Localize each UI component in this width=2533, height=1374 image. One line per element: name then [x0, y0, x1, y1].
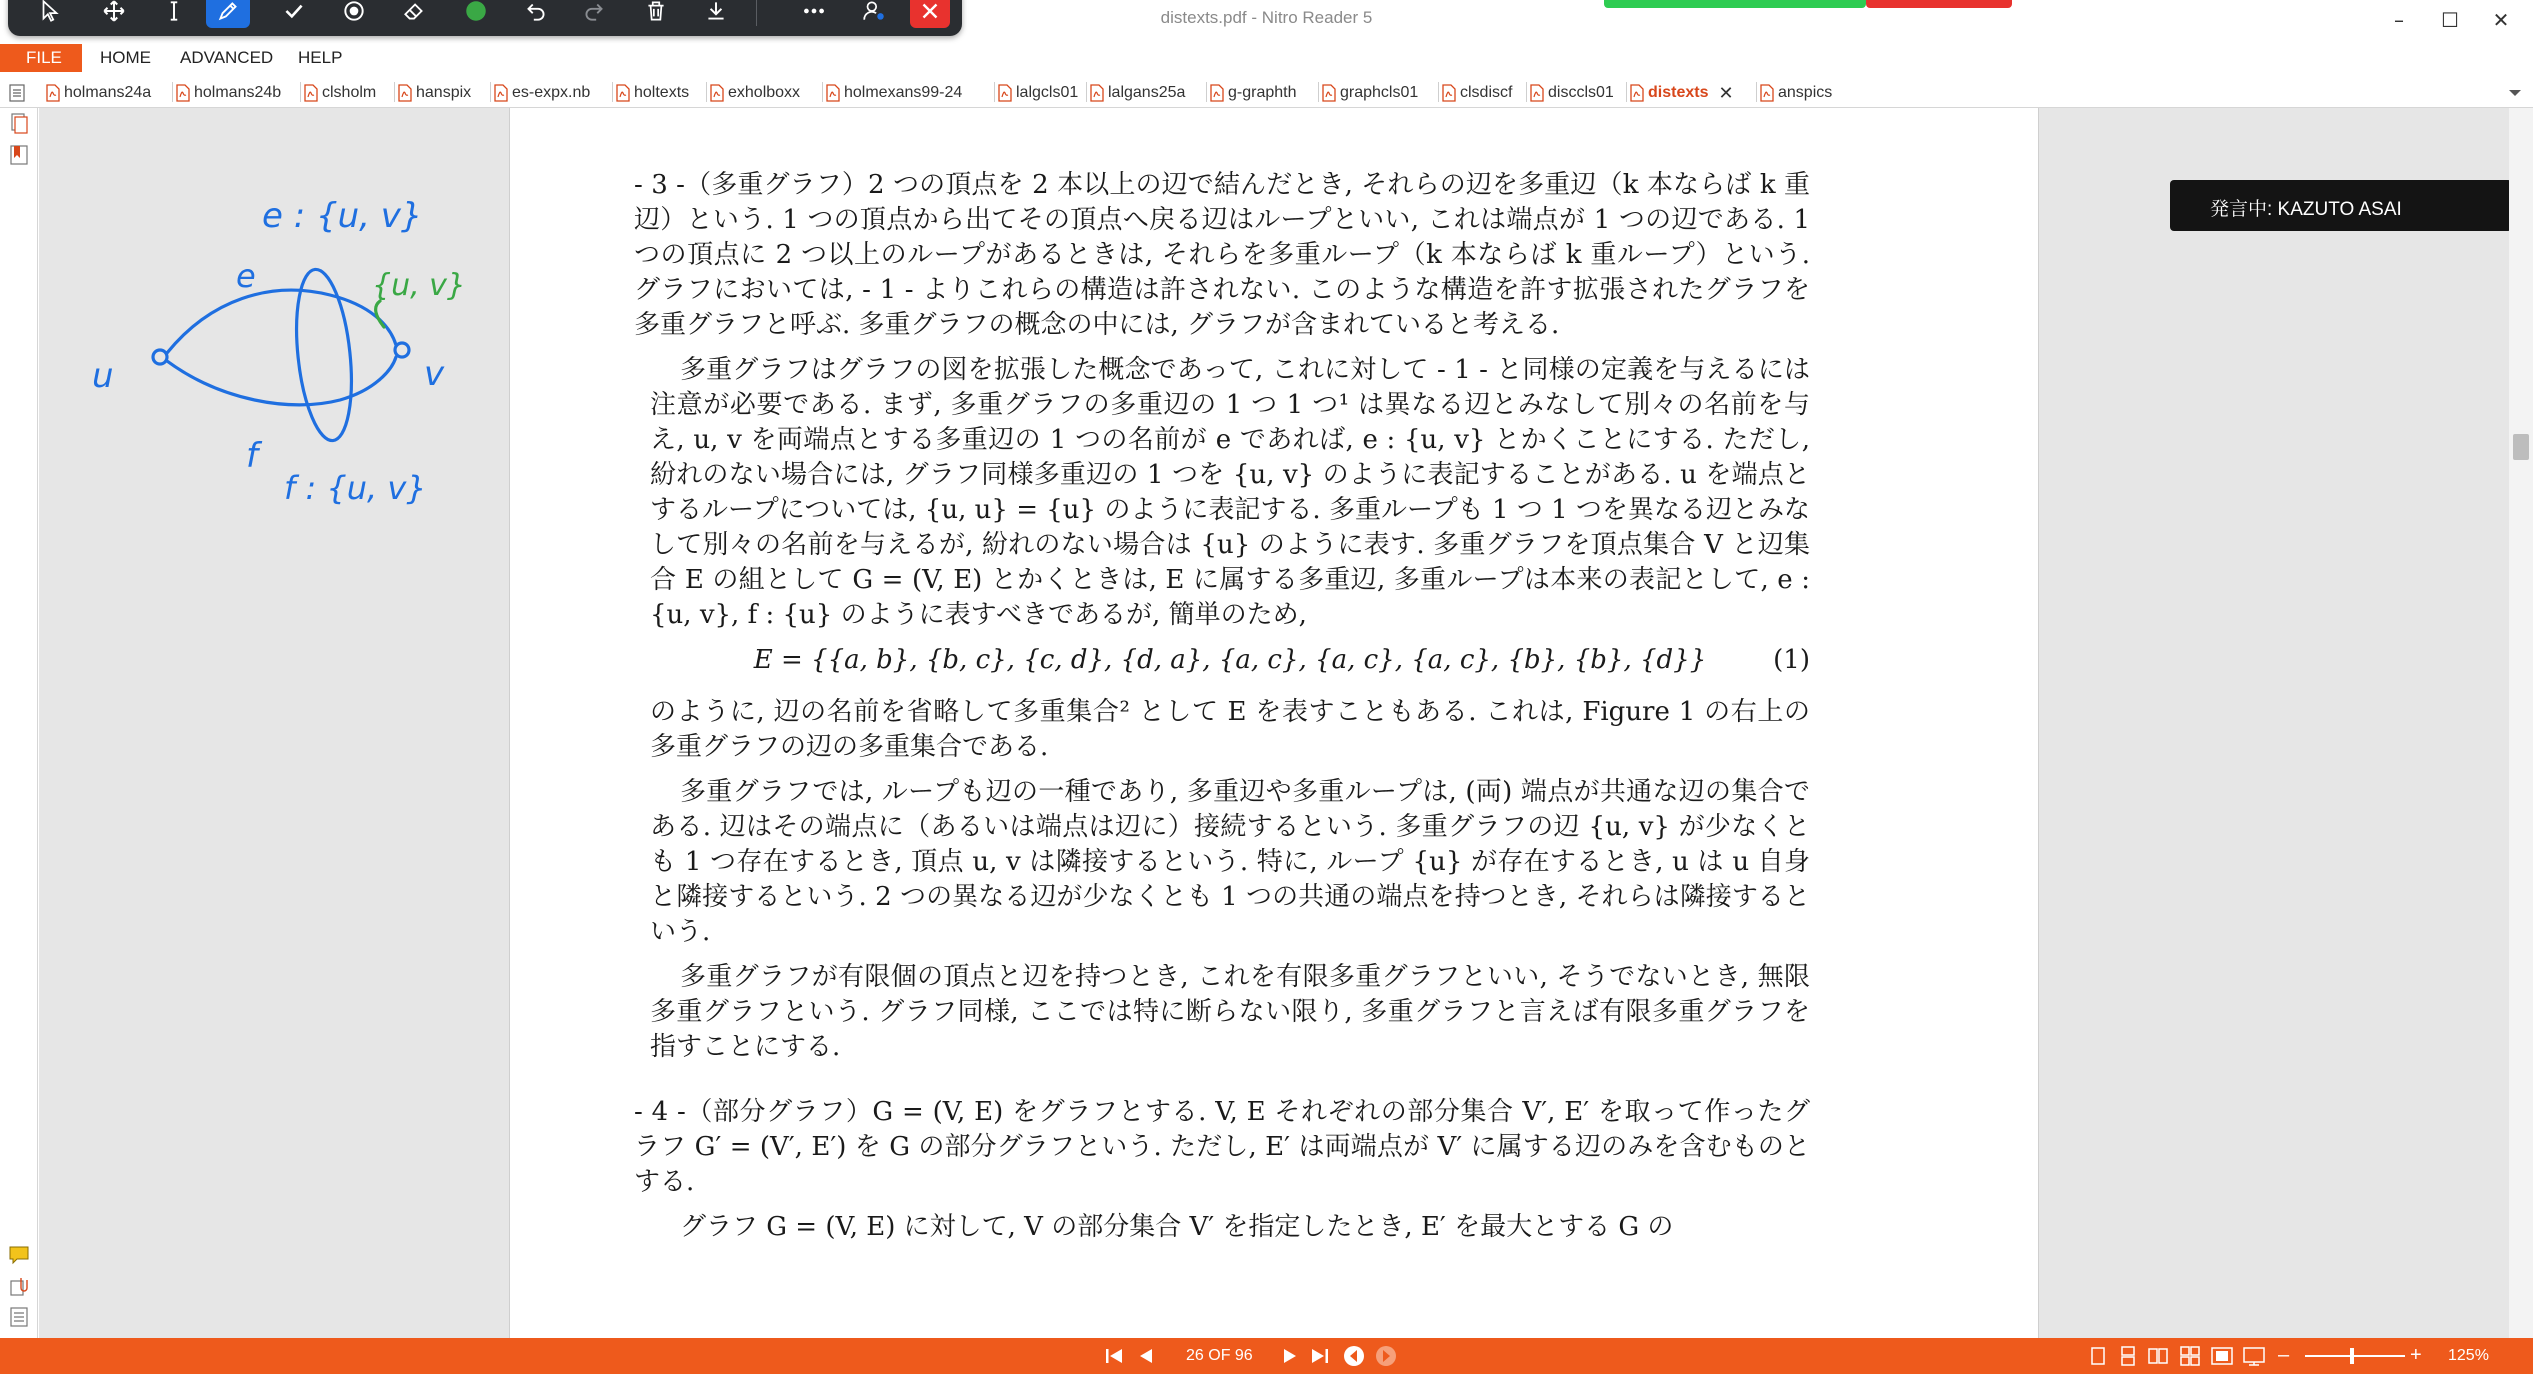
pdf-file-icon [1442, 84, 1456, 102]
tab-label: graphcls01 [1340, 84, 1419, 101]
user-gear-icon [861, 0, 887, 24]
first-page-button[interactable] [1102, 1344, 1126, 1368]
close-icon [917, 0, 943, 24]
comments-panel-button[interactable] [8, 1244, 30, 1266]
ink-node-u [153, 350, 167, 364]
checkmark-icon [281, 0, 307, 24]
move-tool-button[interactable] [92, 0, 136, 28]
tab-list-toggle[interactable] [8, 80, 26, 106]
tab-label: clsdiscf [1460, 84, 1513, 101]
tab-g-graphth[interactable] [1210, 80, 1297, 106]
more-options-button[interactable] [792, 0, 836, 28]
tab-separator [1086, 82, 1087, 102]
minimize-button[interactable]: – [2394, 8, 2404, 32]
ink-label-u: u [92, 356, 114, 396]
user-settings-button[interactable] [852, 0, 896, 28]
fit-page-icon [2243, 1346, 2265, 1366]
eraser-icon [401, 0, 427, 24]
handwritten-multigraph-sketch[interactable] [40, 95, 500, 535]
pen-tool-button[interactable] [206, 0, 250, 28]
tab-label: lalgans25a [1108, 84, 1186, 101]
comment-icon [8, 1244, 30, 1266]
next-page-button[interactable] [1278, 1344, 1302, 1368]
triangle-right-icon [1281, 1347, 1299, 1365]
meeting-status-green [1604, 0, 1866, 8]
facing-pages-icon [2148, 1346, 2168, 1366]
pdf-file-icon [1630, 84, 1644, 102]
move-arrows-icon [101, 0, 127, 24]
menu-advanced[interactable]: ADVANCED [180, 48, 274, 67]
ink-label-e: e [236, 257, 256, 295]
select-tool-button[interactable] [28, 0, 72, 28]
color-picker-button[interactable] [454, 0, 498, 28]
ink-label-e-set: e : {u, v} [262, 196, 423, 236]
triangle-left-icon [1137, 1347, 1155, 1365]
ellipsis-icon [801, 0, 827, 24]
ink-toolbar [8, 0, 962, 36]
single-page-icon [2089, 1346, 2107, 1366]
continuous-view-button[interactable] [2116, 1344, 2140, 1368]
toolbar-divider [756, 0, 757, 26]
pdf-file-icon [1210, 84, 1224, 102]
tab-separator [1318, 82, 1319, 102]
zoom-in-button[interactable]: + [2410, 1344, 2422, 1366]
tab-label: holmans24a [64, 84, 152, 101]
chevron-down-icon [2508, 88, 2522, 98]
maximize-button[interactable]: ☐ [2441, 8, 2459, 32]
ink-edge-e [167, 290, 396, 353]
tab-separator [1438, 82, 1439, 102]
target-circle-icon [341, 0, 367, 24]
tab-label: clsholm [322, 84, 377, 101]
tab-separator [612, 82, 613, 102]
zoom-slider-handle[interactable] [2350, 1348, 2354, 1364]
tab-distexts[interactable] [1630, 80, 1734, 106]
section-3-paragraph-2: 多重グラフはグラフの図を拡張した概念であって, これに対して - 1 - と同様の定義を与えるには注意が必要である. まず, 多重グラフの多重辺の 1 つ 1 つ¹ は異なる辺とみなして別々の名前を与え, u, v を両端点とする多重辺の 1 つの名前が e であれば, e : {u, v} とかくことにする. ただし, 紛れのない場合には, グラフ同様多重辺の 1 つを {u, v} のように表記することがある. u を端点とするループについては, {u, u} = {u} のように表記する. 多重ループも 1 つ 1 つを異なる辺とみなして別々の名前を与えるが, 紛れのない場合は {u} のように表す. 多重グラフを頂点集合 V と辺集合 E の組として G = (V, E) とかくときは, E に属する多重辺, 多重ループは本来の表記として, e : {u, v}, f : {u} のように表すべきであるが, 簡単のため, [650, 355, 1810, 630]
tab-graphcls01[interactable] [1322, 80, 1418, 106]
single-page-view-button[interactable] [2086, 1344, 2110, 1368]
scrollbar-thumb[interactable] [2513, 434, 2529, 460]
skip-first-icon [1104, 1347, 1124, 1365]
previous-page-button[interactable] [1134, 1344, 1158, 1368]
tab-separator [1626, 82, 1627, 102]
facing-view-button[interactable] [2146, 1344, 2170, 1368]
pen-icon [215, 0, 241, 24]
section-4-paragraph-2: グラフ G = (V, E) に対して, V の部分集合 V′ を指定したとき, E′ を最大とする G の [680, 1212, 1674, 1242]
menu-bar [0, 44, 2533, 72]
circle-forward-icon [1375, 1345, 1397, 1367]
go-forward-button[interactable] [1374, 1344, 1398, 1368]
tab-separator [1206, 82, 1207, 102]
tab-separator [994, 82, 995, 102]
zoom-level[interactable]: 125% [2448, 1347, 2489, 1364]
fit-width-button[interactable] [2210, 1344, 2234, 1368]
ink-label-f-set: f : {u, v} [284, 469, 427, 507]
pdf-file-icon [1090, 84, 1104, 102]
bookmark-icon [8, 144, 30, 166]
tab-label: holmans24b [194, 84, 282, 101]
ink-label-f: f [246, 436, 258, 476]
tab-label: exholboxx [728, 84, 801, 101]
equation-1-body: E = {{a, b}, {b, c}, {c, d}, {d, a}, {a, c}, {a, c}, {a, c}, {b}, {b}, {d}} [753, 645, 1707, 675]
text-cursor-button[interactable] [152, 0, 196, 28]
section-4-paragraph-1: - 4 -（部分グラフ）G = (V, E) をグラフとする. V, E それぞれの部分集合 V′, E′ を取って作ったグラフ G′ = (V′, E′) を G の部分グラフという. ただし, E′ は両端点が V′ に属する辺のみを含むものとする. [634, 1097, 1810, 1197]
document-body [634, 168, 1810, 1255]
tab-separator [1756, 82, 1757, 102]
tab-separator [1526, 82, 1527, 102]
equation-1-number: (1) [1773, 645, 1810, 675]
tab-label: holmexans99-24 [844, 84, 963, 101]
tab-label: es-expx.nb [512, 84, 591, 101]
tab-separator [706, 82, 707, 102]
menu-help[interactable]: HELP [298, 48, 343, 67]
tab-label: anspics [1778, 84, 1833, 101]
page-thumbnails-icon [8, 112, 30, 134]
redo-icon [581, 0, 607, 24]
bookmarks-panel-button[interactable] [8, 144, 30, 166]
section-gap [650, 1075, 1810, 1095]
attachments-panel-button[interactable] [8, 1276, 30, 1298]
zoom-slider-track[interactable] [2305, 1355, 2405, 1357]
fit-width-icon [2211, 1346, 2233, 1366]
equation-1 [650, 643, 1810, 687]
pdf-file-icon [1322, 84, 1336, 102]
close-window-button[interactable]: ✕ [2492, 8, 2510, 32]
speaker-indicator: 発言中: KAZUTO ASAI [2170, 180, 2512, 231]
tab-anspics[interactable] [1760, 80, 1832, 106]
tab-separator [822, 82, 823, 102]
green-color-dot-icon [463, 0, 489, 24]
page-list-icon [8, 84, 26, 102]
text-cursor-icon [161, 0, 187, 24]
undo-icon [523, 0, 549, 24]
tab-clsdiscf[interactable] [1442, 80, 1512, 106]
menu-home[interactable]: HOME [100, 48, 151, 67]
tab-label: distexts [1648, 84, 1709, 101]
tab-holmexans99-24[interactable] [826, 80, 962, 106]
circle-back-icon [1343, 1345, 1365, 1367]
pdf-file-icon [1530, 84, 1544, 102]
fit-page-button[interactable] [2242, 1344, 2266, 1368]
section-3-paragraph-5: 多重グラフが有限個の頂点と辺を持つとき, これを有限多重グラフといい, そうでないとき, 無限多重グラフという. グラフ同様, ここでは特に断らない限り, 多重グラフと言えば有限多重グラフを指すことにする. [650, 962, 1810, 1062]
pdf-file-icon [1760, 84, 1774, 102]
undo-button[interactable] [514, 0, 558, 28]
ink-label-uv-set: {u, v} [372, 268, 467, 303]
tab-holtexts[interactable] [616, 80, 689, 106]
status-bar [0, 1338, 2533, 1374]
meeting-status-red [1866, 0, 2012, 8]
pdf-file-icon [710, 84, 724, 102]
tab-label: hanspix [416, 84, 472, 101]
tab-overflow-button[interactable] [2508, 80, 2522, 106]
tab-exholboxx[interactable] [710, 80, 800, 106]
last-page-button[interactable] [1308, 1344, 1332, 1368]
facing-continuous-view-button[interactable] [2178, 1344, 2202, 1368]
output-panel-button[interactable] [8, 1306, 30, 1328]
ink-label-v: v [424, 354, 445, 394]
go-back-button[interactable] [1342, 1344, 1366, 1368]
tab-label: lalgcls01 [1016, 84, 1079, 101]
ink-green-pointer [376, 301, 384, 327]
pages-panel-button[interactable] [8, 112, 30, 134]
continuous-pages-icon [2119, 1346, 2137, 1366]
download-icon [703, 0, 729, 24]
tab-label: g-graphth [1228, 84, 1297, 101]
left-panel-rail [0, 108, 38, 1338]
pdf-file-icon [998, 84, 1012, 102]
grid-pages-icon [2180, 1346, 2200, 1366]
check-tool-button[interactable] [272, 0, 316, 28]
pdf-file-icon [616, 84, 630, 102]
close-toolbar-button[interactable] [910, 0, 950, 28]
menu-file[interactable]: FILE [0, 44, 82, 72]
tab-label: disccls01 [1548, 84, 1614, 101]
zoom-out-button[interactable]: – [2278, 1344, 2290, 1366]
vertical-scrollbar[interactable] [2509, 108, 2533, 1338]
tab-label: holtexts [634, 84, 690, 101]
ink-edge-f [167, 357, 396, 405]
tab-close-icon[interactable]: ✕ [1718, 82, 1734, 103]
trash-icon [643, 0, 669, 24]
eraser-tool-button[interactable] [392, 0, 436, 28]
redo-button[interactable] [572, 0, 616, 28]
output-list-icon [8, 1306, 30, 1328]
tab-es-expx-nb[interactable] [494, 80, 590, 106]
section-3-paragraph-1: - 3 -（多重グラフ）2 つの頂点を 2 本以上の辺で結んだとき, それらの辺を多重辺（k 本ならば k 重辺）という. 1 つの頂点から出てその頂点へ戻る辺はループといい, これは端点が 1 つの辺である. 1 つの頂点に 2 つ以上のループがあるときは, それらを多重ループ（k 本ならば k 重ループ）という. グラフにおいては, - 1 - よりこれらの構造は許されない. このような構造を許す拡張されたグラフを多重グラフと呼ぶ. 多重グラフの概念の中には, グラフが含まれていると考える. [634, 170, 1810, 340]
arrow-pointer-icon [37, 0, 63, 24]
tab-lalgcls01[interactable] [998, 80, 1078, 106]
page-indicator[interactable]: 26 OF 96 [1186, 1347, 1253, 1364]
highlighter-tool-button[interactable] [332, 0, 376, 28]
skip-last-icon [1310, 1347, 1330, 1365]
window-title: distexts.pdf - Nitro Reader 5 [1160, 8, 1373, 27]
save-download-button[interactable] [694, 0, 738, 28]
tab-disccls01[interactable] [1530, 80, 1614, 106]
section-3-paragraph-3: のように, 辺の名前を省略して多重集合² として E を表すこともある. これは, Figure 1 の右上の多重グラフの辺の多重集合である. [650, 697, 1810, 762]
attachment-icon [8, 1276, 30, 1298]
pdf-file-icon [826, 84, 840, 102]
delete-button[interactable] [634, 0, 678, 28]
tab-lalgans25a[interactable] [1090, 80, 1185, 106]
section-3-paragraph-4: 多重グラフでは, ループも辺の一種であり, 多重辺や多重ループは, (両) 端点が共通な辺の集合である. 辺はその端点に（あるいは端点は辺に）接続するという. 多重グラフの辺 {u, v} が少なくとも 1 つ存在するとき, 頂点 u, v は隣接するという. 特に, ループ {u} が存在するとき, u は u 自身と隣接するという. 2 つの異なる辺が少なくとも 1 つの共通の端点を持つとき, それらは隣接するという. [650, 777, 1810, 947]
